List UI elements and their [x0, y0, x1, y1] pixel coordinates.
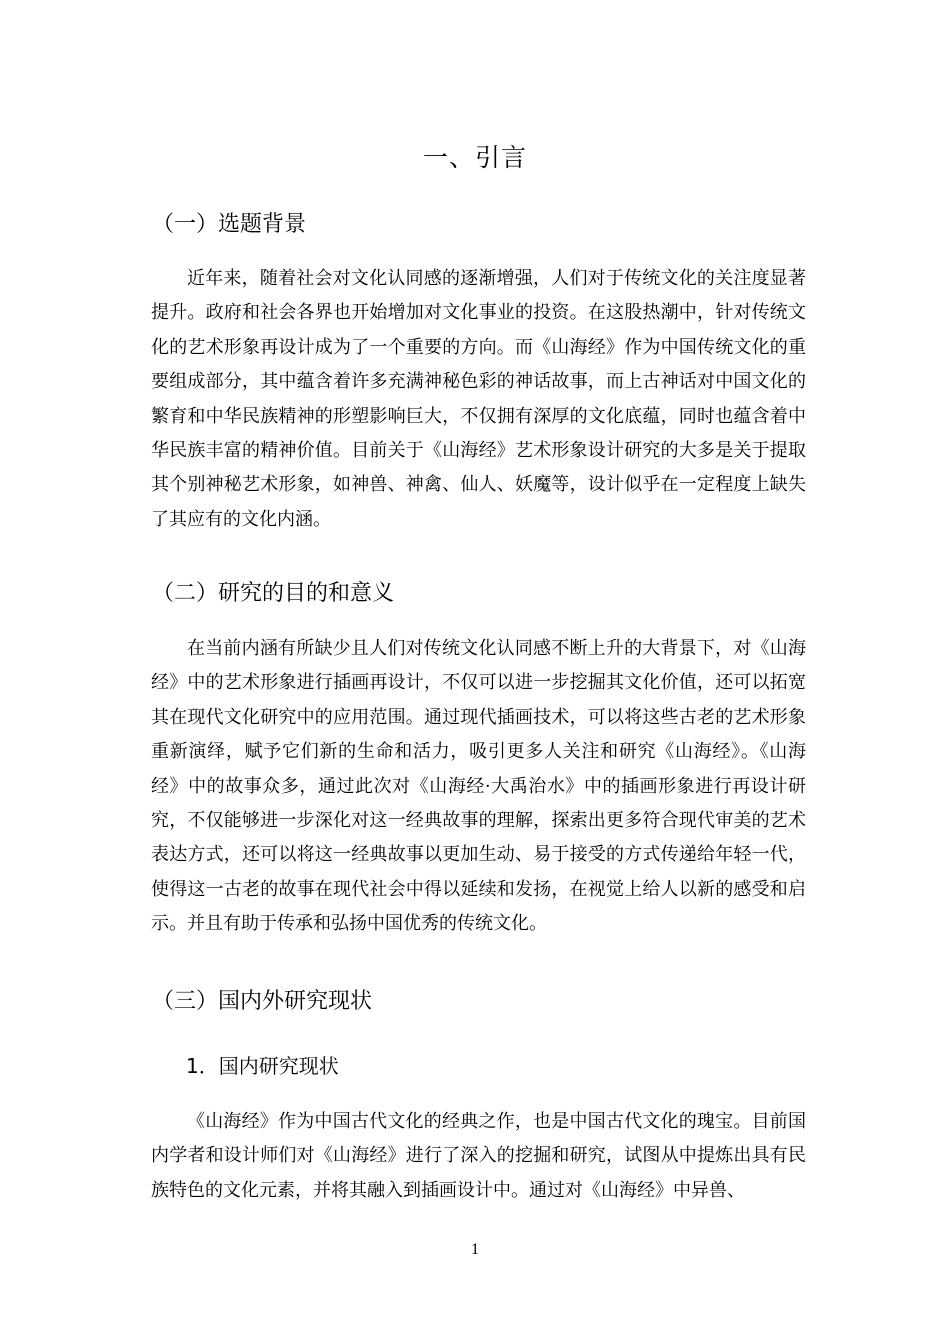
section-heading-research-status: （三）国内外研究现状	[152, 989, 373, 1014]
chapter-title: 一、引言	[422, 143, 527, 172]
paragraph-purpose: 在当前内涵有所缺少且人们对传统文化认同感不断上升的大背景下，对《山海经》中的艺术形象进行插画再设计，不仅可以进一步挖掘其文化价值，还可以拓宽其在现代文化研究中的应用范围。通过现代插画技术，可以将这些古老的艺术形象重新演绎，赋予它们新的生命和活力，吸引更多人关注和研究《山海经》。《山海经》中的故事众多，通过此次对《山海经·大禹治水》中的插画形象进行再设计研究，不仅能够进一步深化对这一经典故事的理解，探索出更多符合现代审美的艺术表达方式，还可以将这一经典故事以更加生动、易于接受的方式传递给年轻一代，使得这一古老的故事在现代社会中得以延续和发扬，在视觉上给人以新的感受和启示。并且有助于传承和弘扬中国优秀的传统文化。	[151, 638, 806, 935]
section-heading-purpose: （二）研究的目的和意义	[152, 581, 395, 606]
subsection-heading-domestic: 1．国内研究现状	[186, 1054, 339, 1078]
page-number: 1	[471, 1241, 479, 1258]
paragraph-domestic: 《山海经》作为中国古代文化的经典之作，也是中国古代文化的瑰宝。目前国内学者和设计师们对《山海经》进行了深入的挖掘和研究，试图从中提炼出具有民族特色的文化元素，并将其融入到插画设计中。通过对《山海经》中异兽、	[151, 1111, 806, 1201]
paragraph-background: 近年来，随着社会对文化认同感的逐渐增强，人们对于传统文化的关注度显著提升。政府和社会各界也开始增加对文化事业的投资。在这股热潮中，针对传统文化的艺术形象再设计成为了一个重要的方向。而《山海经》作为中国传统文化的重要组成部分，其中蕴含着许多充满神秘色彩的神话故事，而上古神话对中国文化的繁育和中华民族精神的形塑影响巨大，不仅拥有深厚的文化底蕴，同时也蕴含着中华民族丰富的精神价值。目前关于《山海经》艺术形象设计研究的大多是关于提取其个别神秘艺术形象，如神兽、神禽、仙人、妖魔等，设计似乎在一定程度上缺失了其应有的文化内涵。	[151, 268, 806, 530]
section-heading-background: （一）选题背景	[152, 212, 307, 237]
